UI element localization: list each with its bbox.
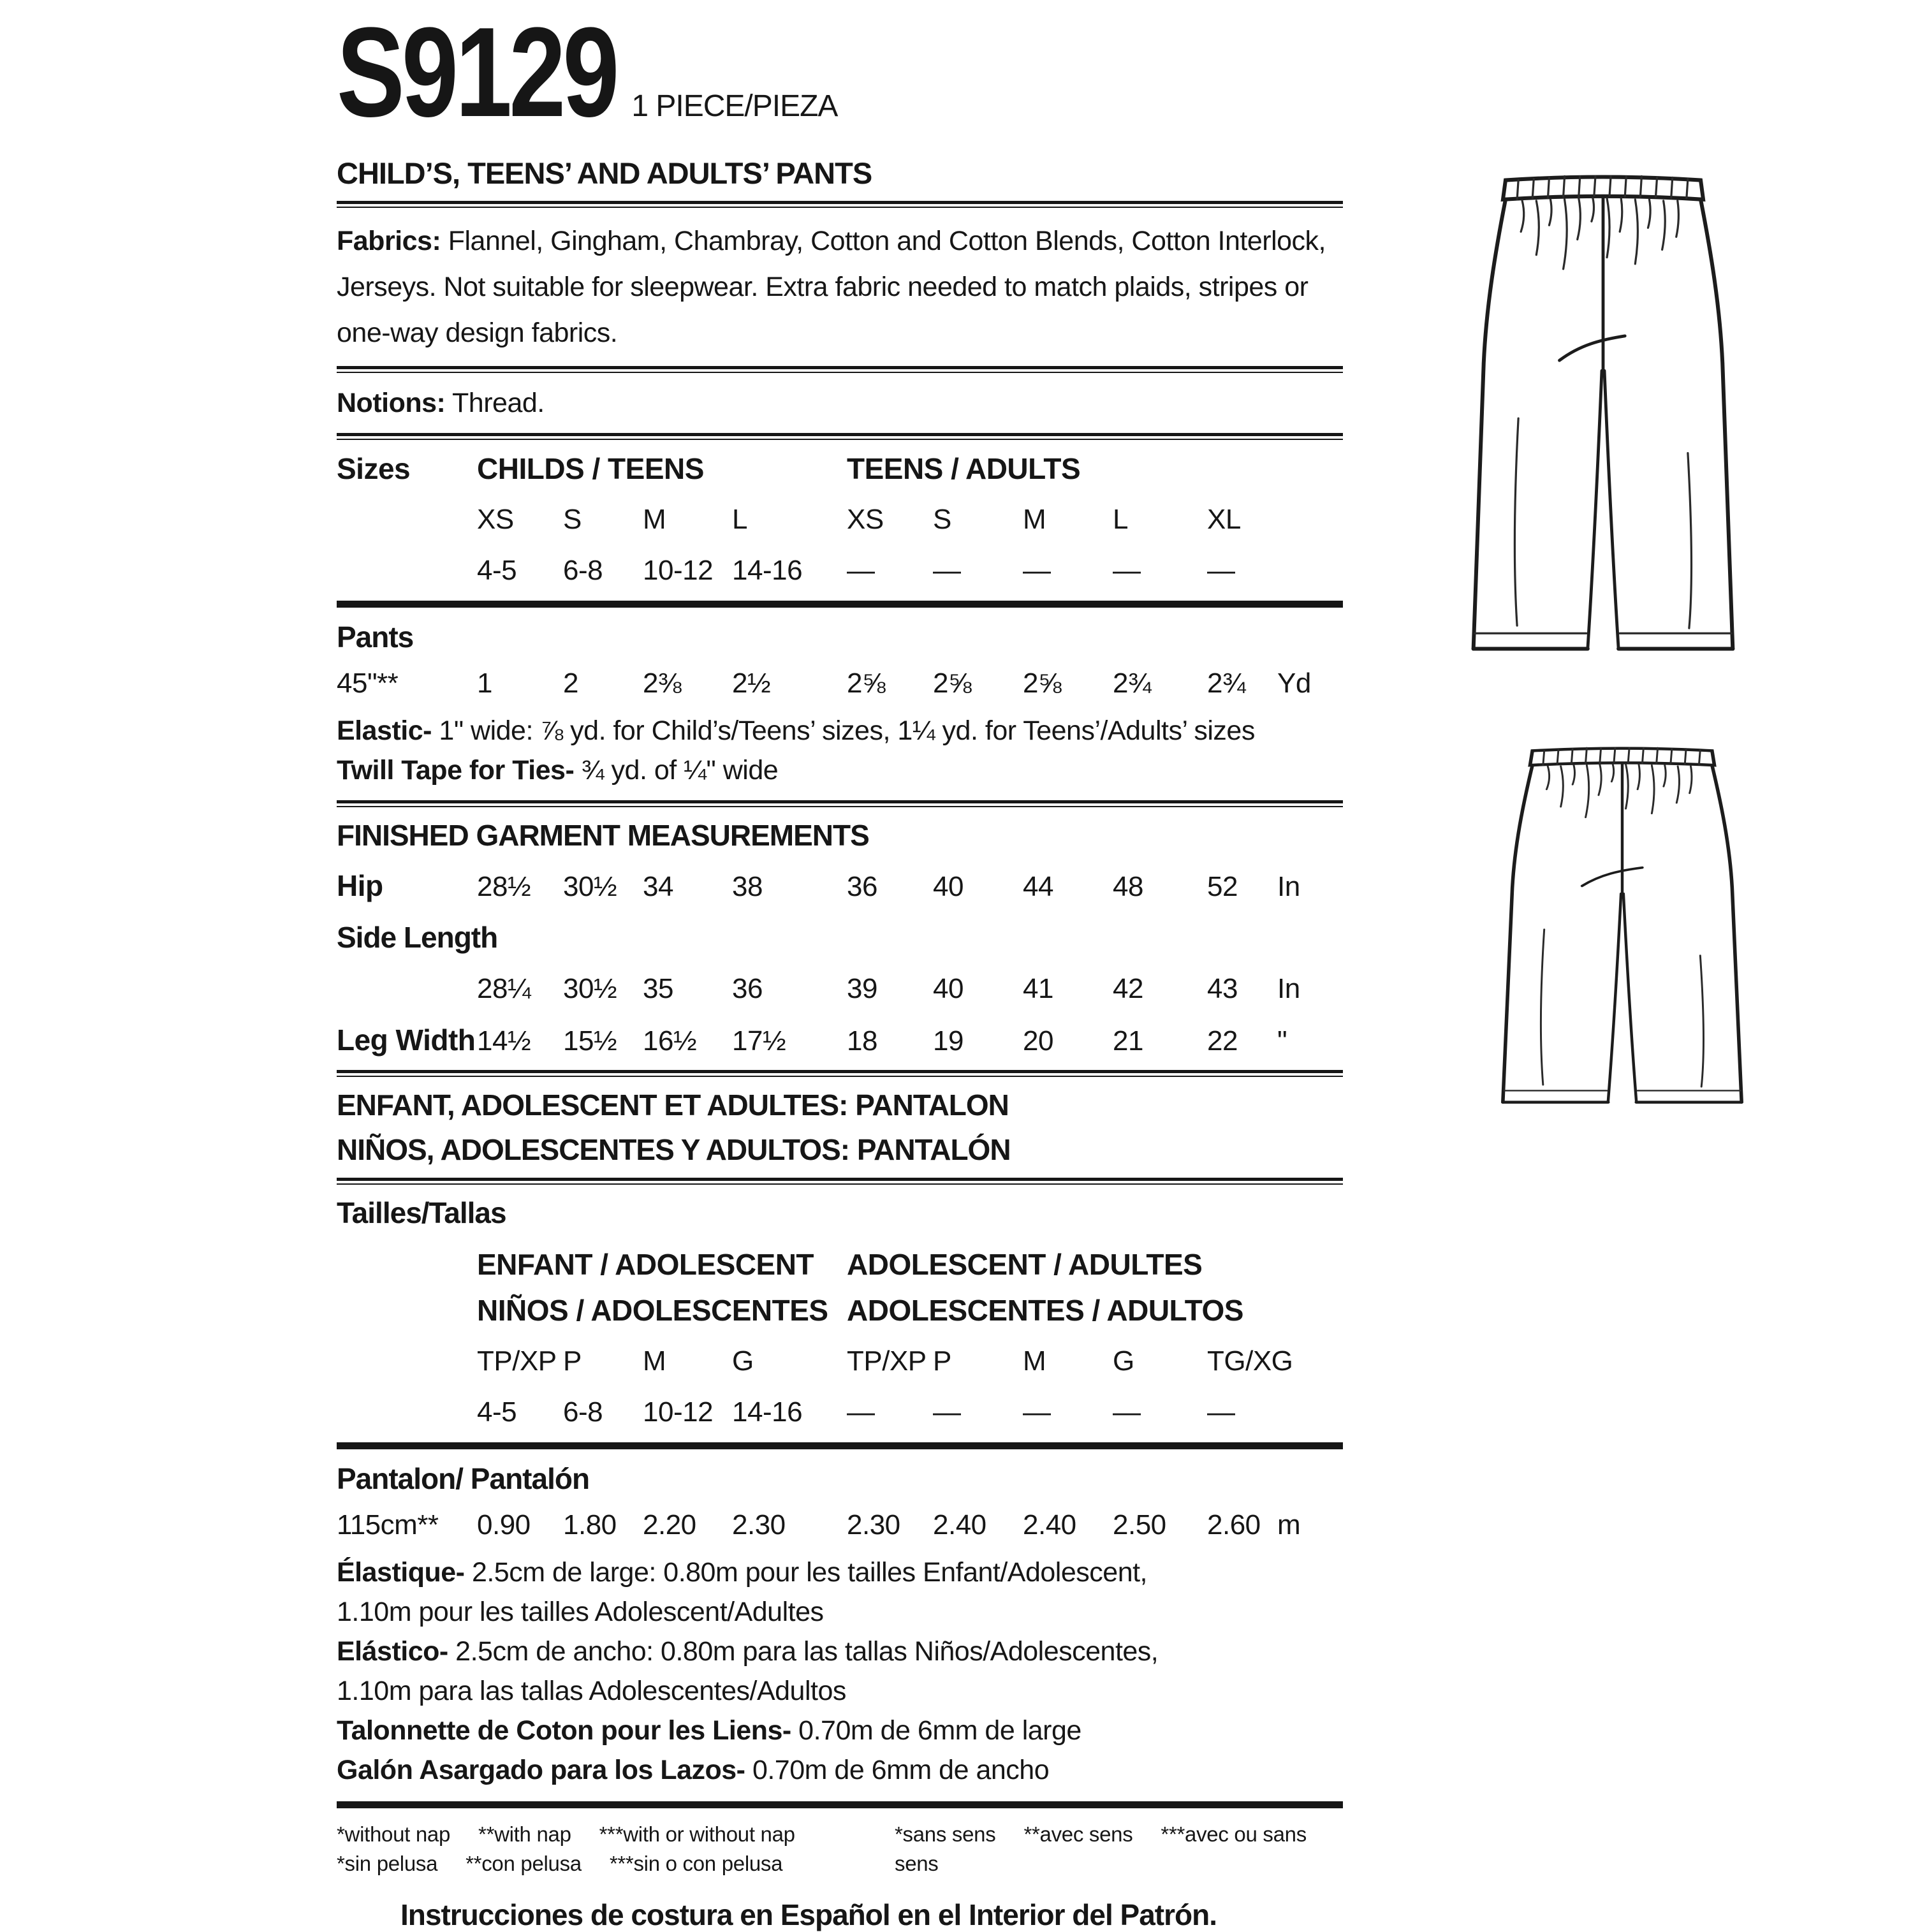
size-cell: L <box>732 504 747 535</box>
intl-group-header-es-row <box>337 1292 1343 1329</box>
talonnette-note <box>337 1711 1343 1750</box>
range-cell: 10-12 <box>643 555 714 586</box>
meterage-cell: 2.40 <box>1023 1509 1076 1540</box>
footnote-item: *without nap <box>337 1822 451 1846</box>
hip-cell: 38 <box>732 871 763 902</box>
galon-label: Galón Asargado para los Lazos- <box>337 1755 745 1785</box>
size-cell: M <box>1023 1345 1046 1377</box>
group-ninos-adolescentes: NIÑOS / ADOLESCENTES <box>477 1294 828 1327</box>
meterage-cell: 0.90 <box>477 1509 531 1540</box>
side-length-label: Side Length <box>337 921 498 954</box>
footnote-item: **avec sens <box>1023 1822 1133 1846</box>
leg-width-cell: 20 <box>1023 1025 1053 1057</box>
pants-front-illustration-small <box>1445 722 1799 1127</box>
elastic-note <box>337 711 1343 750</box>
divider <box>337 366 1343 373</box>
size-cell: G <box>1113 1345 1134 1377</box>
intl-sizes-range-row <box>337 1394 1343 1431</box>
twill-tape-note <box>337 750 1343 790</box>
meterage-cell: 2.40 <box>933 1509 986 1540</box>
hip-cell: 30½ <box>563 871 617 902</box>
size-cell: P <box>933 1345 951 1377</box>
elastico-text: 2.5cm de ancho: 0.80m para las tallas Niños/Adolescentes, <box>448 1636 1159 1667</box>
footnote-item: *sans sens <box>895 1822 996 1846</box>
size-cell: XS <box>847 504 884 535</box>
hip-cell: 28½ <box>477 871 531 902</box>
yardage-cell: 2¾ <box>1113 668 1152 699</box>
footnote-item: *sin pelusa <box>337 1852 438 1875</box>
size-cell: TP/XP <box>477 1345 557 1377</box>
size-cell: M <box>1023 504 1046 535</box>
size-cell: G <box>732 1345 754 1377</box>
size-cell: TP/XP <box>847 1345 927 1377</box>
size-cell: M <box>643 1345 666 1377</box>
side-length-cell: 30½ <box>563 973 617 1004</box>
hip-cell: 40 <box>933 871 964 902</box>
sizes-group-header-row <box>337 450 1343 487</box>
footnote-item: **con pelusa <box>465 1852 582 1875</box>
elastic-text: 1" wide: ⅞ yd. for Child’s/Teens’ sizes, 1¼ yd. for Teens’/Adults’ sizes <box>431 715 1255 746</box>
tailles-label: Tailles/Tallas <box>337 1196 506 1229</box>
yardage-cell: 2⅝ <box>1023 668 1062 699</box>
footnote-item: ***avec ou sans sens <box>895 1822 1307 1875</box>
talonnette-label: Talonnette de Coton pour les Liens- <box>337 1715 791 1746</box>
range-cell: 6-8 <box>563 1396 603 1428</box>
finished-measurements-header: FINISHED GARMENT MEASUREMENTS <box>337 819 869 852</box>
divider-thick <box>337 1442 1343 1449</box>
size-cell: TG/XG <box>1207 1345 1293 1377</box>
intl-group-header-fr-row <box>337 1246 1343 1283</box>
fabric-width-label-metric: 115cm** <box>337 1509 439 1540</box>
hip-unit: In <box>1277 871 1300 902</box>
elastico-note-line2: 1.10m para las tallas Adolescentes/Adultos <box>337 1676 846 1706</box>
side-length-row <box>337 970 1343 1007</box>
footnote-fr <box>895 1820 1343 1878</box>
meterage-cell: 2.60 <box>1207 1509 1261 1540</box>
range-cell: — <box>847 555 875 586</box>
side-length-cell: 35 <box>643 973 673 1004</box>
meterage-unit: m <box>1277 1509 1301 1540</box>
fabric-width-label: 45"** <box>337 668 399 699</box>
divider <box>337 433 1343 440</box>
side-length-cell: 40 <box>933 973 964 1004</box>
divider <box>337 1178 1343 1185</box>
range-cell: — <box>1113 1396 1141 1428</box>
range-cell: — <box>933 1396 961 1428</box>
text-column <box>337 1 1343 1932</box>
side-length-cell: 41 <box>1023 973 1053 1004</box>
meterage-cell: 2.30 <box>847 1509 900 1540</box>
size-cell: S <box>563 504 582 535</box>
sizes-letter-row <box>337 501 1343 538</box>
spanish-instructions-note: Instrucciones de costura en Español en el Interior del Patrón. <box>400 1898 1217 1931</box>
group-childs-teens: CHILDS / TEENS <box>477 452 704 485</box>
spanish-title: NIÑOS, ADOLESCENTES Y ADULTOS: PANTALÓN <box>337 1133 1011 1166</box>
leg-width-cell: 15½ <box>563 1025 617 1057</box>
range-cell: — <box>933 555 961 586</box>
range-cell: 6-8 <box>563 555 603 586</box>
yardage-cell: 2¾ <box>1207 668 1246 699</box>
elastic-label: Elastic- <box>337 715 432 746</box>
range-cell: 14-16 <box>732 555 803 586</box>
divider-thick <box>337 1801 1343 1808</box>
group-teens-adults: TEENS / ADULTS <box>847 452 1081 485</box>
galon-text: 0.70m de 6mm de ancho <box>745 1755 1050 1785</box>
leg-width-cell: 17½ <box>732 1025 786 1057</box>
side-length-cell: 43 <box>1207 973 1238 1004</box>
leg-width-cell: 22 <box>1207 1025 1238 1057</box>
piece-count: 1 PIECE/PIEZA <box>631 89 838 123</box>
range-cell: — <box>1113 555 1141 586</box>
footnote-item: **with nap <box>478 1822 571 1846</box>
range-cell: 4-5 <box>477 555 517 586</box>
hip-cell: 34 <box>643 871 673 902</box>
leg-width-unit: " <box>1277 1025 1287 1057</box>
hip-label: Hip <box>337 869 383 902</box>
leg-width-row <box>337 1021 1343 1060</box>
size-cell: L <box>1113 504 1128 535</box>
divider <box>337 1070 1343 1077</box>
meterage-cell: 2.20 <box>643 1509 696 1540</box>
size-cell: XS <box>477 504 514 535</box>
range-cell: — <box>1023 1396 1051 1428</box>
fabrics-text: Flannel, Gingham, Chambray, Cotton and Cotton Blends, Cotton Interlock, Jerseys. Not suitable for sleepwear. Extra fabric needed to match plaids, stripes or one-way design fabrics. <box>337 226 1326 348</box>
range-cell: — <box>1207 555 1235 586</box>
range-cell: 14-16 <box>732 1396 803 1428</box>
yardage-cell: 2⅝ <box>847 668 886 699</box>
yardage-cell: 2⅝ <box>933 668 972 699</box>
pants-section-label: Pants <box>337 620 414 654</box>
hip-cell: 44 <box>1023 871 1053 902</box>
intl-sizes-letter-row <box>337 1343 1343 1380</box>
elastique-note-line2: 1.10m pour les tailles Adolescent/Adultes <box>337 1597 824 1627</box>
hip-cell: 52 <box>1207 871 1238 902</box>
yardage-unit: Yd <box>1277 668 1311 699</box>
range-cell: — <box>1207 1396 1235 1428</box>
leg-width-cell: 14½ <box>477 1025 531 1057</box>
meterage-cell: 1.80 <box>563 1509 617 1540</box>
size-cell: P <box>563 1345 582 1377</box>
side-length-cell: 39 <box>847 973 877 1004</box>
yardage-cell: 2 <box>563 668 578 699</box>
leg-width-label: Leg Width <box>337 1023 476 1057</box>
elastico-note-line1 <box>337 1632 1343 1671</box>
side-length-cell: 28¼ <box>477 973 531 1004</box>
elastico-label: Elástico- <box>337 1636 448 1667</box>
galon-note <box>337 1750 1343 1790</box>
fabrics-paragraph <box>337 218 1343 356</box>
elastique-note-line1 <box>337 1553 1343 1592</box>
hip-row <box>337 867 1343 905</box>
range-cell: 4-5 <box>477 1396 517 1428</box>
range-cell: 10-12 <box>643 1396 714 1428</box>
talonnette-text: 0.70m de 6mm de large <box>791 1715 1081 1746</box>
footnote-item: ***with or without nap <box>599 1822 795 1846</box>
meterage-cell: 2.50 <box>1113 1509 1166 1540</box>
twill-label: Twill Tape for Ties- <box>337 755 575 786</box>
elastique-label: Élastique- <box>337 1557 465 1588</box>
sizes-range-row <box>337 552 1343 589</box>
leg-width-cell: 19 <box>933 1025 964 1057</box>
twill-text: ¾ yd. of ¼" wide <box>574 755 779 786</box>
notions-line <box>337 383 1343 423</box>
hip-cell: 36 <box>847 871 877 902</box>
divider <box>337 800 1343 807</box>
range-cell: — <box>1023 555 1051 586</box>
pantalon-label: Pantalon/ Pantalón <box>337 1462 590 1495</box>
group-adolescentes-adultos: ADOLESCENTES / ADULTOS <box>847 1294 1243 1327</box>
meterage-cell: 2.30 <box>732 1509 786 1540</box>
leg-width-cell: 16½ <box>643 1025 697 1057</box>
pattern-number: S9129 <box>337 1 617 143</box>
title-block <box>337 1 1343 143</box>
yardage-cell: 1 <box>477 668 492 699</box>
divider-thick <box>337 601 1343 608</box>
footnotes-block <box>337 1820 1343 1878</box>
size-cell: XL <box>1207 504 1241 535</box>
group-adolescent-adultes: ADOLESCENT / ADULTES <box>847 1248 1203 1281</box>
sizes-label: Sizes <box>337 452 411 485</box>
pants-front-illustration-large <box>1411 142 1796 682</box>
yardage-row <box>337 665 1343 702</box>
hip-cell: 48 <box>1113 871 1143 902</box>
side-length-cell: 42 <box>1113 973 1143 1004</box>
notions-label: Notions: <box>337 388 446 418</box>
meterage-row <box>337 1507 1343 1544</box>
french-title: ENFANT, ADOLESCENT ET ADULTES: PANTALON <box>337 1088 1009 1122</box>
size-cell: S <box>933 504 951 535</box>
yardage-cell: 2½ <box>732 668 771 699</box>
yardage-cell: 2⅜ <box>643 668 682 699</box>
divider <box>337 201 1343 208</box>
elastique-text: 2.5cm de large: 0.80m pour les tailles Enfant/Adolescent, <box>464 1557 1148 1588</box>
leg-width-cell: 18 <box>847 1025 877 1057</box>
range-cell: — <box>847 1396 875 1428</box>
size-cell: M <box>643 504 666 535</box>
footnote-item: ***sin o con pelusa <box>609 1852 783 1875</box>
group-enfant-adolescent: ENFANT / ADOLESCENT <box>477 1248 814 1281</box>
notions-text: Thread. <box>445 388 545 418</box>
garment-title: CHILD’S, TEENS’ AND ADULTS’ PANTS <box>337 156 872 190</box>
side-length-cell: 36 <box>732 973 763 1004</box>
leg-width-cell: 21 <box>1113 1025 1143 1057</box>
side-length-unit: In <box>1277 973 1300 1004</box>
fabrics-label: Fabrics: <box>337 226 441 256</box>
